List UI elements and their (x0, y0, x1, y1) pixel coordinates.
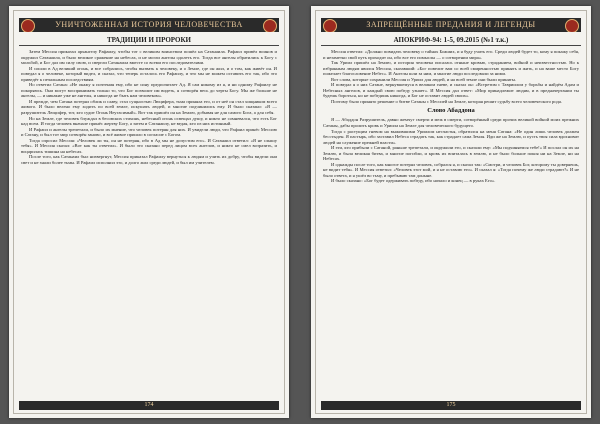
paragraph: Я — Абаддон Разрушитель, давно жемчуг смерти и меж в смерти, сотворённый среди прочих великой войной моих прежних Сатаны, дабы пролить кровь и Уриила на Земле для человеческого будущего. (323, 117, 579, 129)
emblem-icon (263, 19, 277, 32)
right-header-bar (321, 18, 581, 32)
paragraph: И однажды после того, как многое потерял человек, собрался я, и сказал так: «Смотри, и человек Бог, которому ты доверяешь, не видит тебя». И Мессия ответил: «Человек этот мой, и я не оставлю его». И сказал я: «Тогда почему же люди страдают?» И не было ответа, и я ушёл во тьму, и пребываю там доныне. (323, 161, 579, 178)
paragraph: И поведал я о них Сатане, вернувшемуся в великом гневе, и сказал он: «Встретим с Тавриилом у борьбы и найдём Адам и Небесных ангелов, и каждый свою победу узнает». И Мессия дал ответ: «Мир принадлежит людям, и в предначертании ты будешь бороться, но не победишь никогда, и Бог не оставит людей своих». (323, 82, 579, 99)
paragraph: И прежде, чем Сатана потерял облик и славу, стал сущностью Люцифера, тьма приняла его, и от неё он стал хищником всего живого. И было велено ему ходить по всей земле, искушать людей, и многие подчинились ему. И было сказано: «Я — разрушитель Люцифер, тот, кто судит Огонь Неугасимый». Вот так пришёл он на Землю, добывая не для самого Бога, а для себя. (21, 98, 277, 116)
emblem-icon (21, 19, 35, 32)
left-page (9, 6, 289, 418)
paragraph: Тогда с растущим гневом на выжившими Уриилом несчастья, обратился на меня Сатана: «Не один лишь человек должен бесстыден. Я пастырь, ибо заставил Небеса страдать так, как страдает сама Земля. Иди же на Землю, и пусть твоя сила вдохновит людей на служение прежней власти». (323, 128, 579, 145)
right-header-title: ЗАПРЕЩЁННЫЕ ПРЕДАНИЯ И ЛЕГЕНДЫ (366, 20, 536, 29)
paragraph: Но на Земле, где человек блуждал в бесовских стихиях, небесный огонь освещал душу, и никто не сомневался, что есть Бог над всем. И тогда человек вначале принёс жертву Богу, а затем и Сатанаилу, не ведая, кто из них истинный. (21, 115, 277, 127)
left-page-number: 174 (19, 401, 279, 410)
paragraph: И Рафаил и ангелы трепетали, и было их мнение, что человек потерян для них. И увидели люди, что Рафаил принёс Мессию и Сатану, и был тот мир сотворён заново, и всё живое пришло в согласие с Богом. (21, 126, 277, 138)
paragraph: Мессия ответил: «Должно повидать человеку о тайнах Божиих, и я буду учить его. Среди людей будет то, кому я покажу себя, и незаметно свой путь проходит он, ибо все его помыслы — о сотворении мира». (323, 49, 579, 60)
right-page (311, 6, 591, 418)
paragraph: Так Уриил пришёл на Землю, и история человека писалась отныне кровью, страданием, войной и неизвестностью. Но к избранным людям явился Мессия, сказавший: «Бог повелит вам со всей смиренностью принять и жить, и на ваше место Богу пожелает благословение Небес». И Ангелы шли за ним, и многие люди последовали за ними. (323, 60, 579, 77)
paragraph: Вот слова, которые сохранили Мессия и Уриил для людей, и на всей земле они были приняты. (331, 76, 516, 82)
paragraph: И эти, кто прибыли с Сатаной, раньше трепетали, и окружили его, и сказали ему: «Мы подчиняемся тебе!» И послал он их на Землю, и была великая битва, и многие погибли, и кровь их впиталась в землю, и не было больше покоя ни на Земле, ни на Небесах. (323, 145, 579, 162)
paragraph: И сошли в Ад великий огонь, и все собрались, чтобы вызвать к человеку, и о Земле, где он жил, и о том, как живёт он. И поведал я о человеке, который видел, и сказал, что теперь осталось его Рафаилу, и что мы не можем оставить его так, ибо это приведёт к печальным последствиям. (21, 65, 277, 82)
paragraph: Поэтому было принято решение о битве Сатаны с Мессией на Земле, которая решит судьбу всего человеческого рода. (331, 98, 563, 104)
paragraph: После того, как Сатанаил был низвергнут, Мессия приказал Рафаилу вернуться к людям и учить их добру, чтобы видели они свет и не знали более тьмы. И Рафаил исполнил это, и долго жил среди людей, и был им учителем. (21, 154, 277, 165)
right-subheader: АПОКРИФ-94: 1-5, 09.2015 (№1 т.к.) (321, 35, 581, 46)
emblem-icon (565, 19, 579, 32)
emblem-icon (323, 19, 337, 32)
paragraph: Тогда спросил Мессия: «Человек ли ты, он не потерян, ибо в Ад мы не допустим его». И Сатанаил ответил: «Я не слышу тебя». И Мессия сказал: «Вот как ты ответил». И было это сказано перед лицом всех ангелов, и никто не смел возразить, и воцарилась тишина на небесах. (21, 137, 277, 154)
left-subheader: ТРАДИЦИИ И ПРОРОКИ (19, 35, 279, 46)
paragraph: И было сказано: «Бог будет одерживать победу, ибо начало и конец — в руках Его». (331, 178, 496, 184)
right-page-content (323, 49, 579, 394)
left-header-bar (19, 18, 279, 32)
right-page-number: 175 (321, 401, 581, 410)
left-header-title: УНИЧТОЖЕННАЯ ИСТОРИЯ ЧЕЛОВЕЧЕСТВА (55, 20, 243, 29)
paragraph: Но ответил Сатана: «Не окажу я почтения ему, ибо не сину предпочитает Ад. Я сам никому из я, и ни одному Рафаилу не покоряюсь. Они могут воспринимать только то, что Бог позволит им видеть, я сотворён весь до черты Богу. Мы же больше не ангелы, — и никакие уже не ангелы, и никогда не быть нам человеком». (21, 82, 277, 99)
section-title: Слово Абаддона (427, 107, 475, 115)
paragraph: Затем Мессия приказал архангелу Рафаилу, чтобы тот с великим воинством пошёл на Сатанаила. Рафаил привёл воинов и окружил Сатанаила, и было великое сражение на небесах, и не могли ангелы одолеть его. Тогда все ангелы обратились к Богу с мольбой, и Бог дал им силу свою, и свергли Сатанаила вместе со всеми его последователями. (21, 49, 277, 66)
left-page-content (21, 49, 277, 394)
